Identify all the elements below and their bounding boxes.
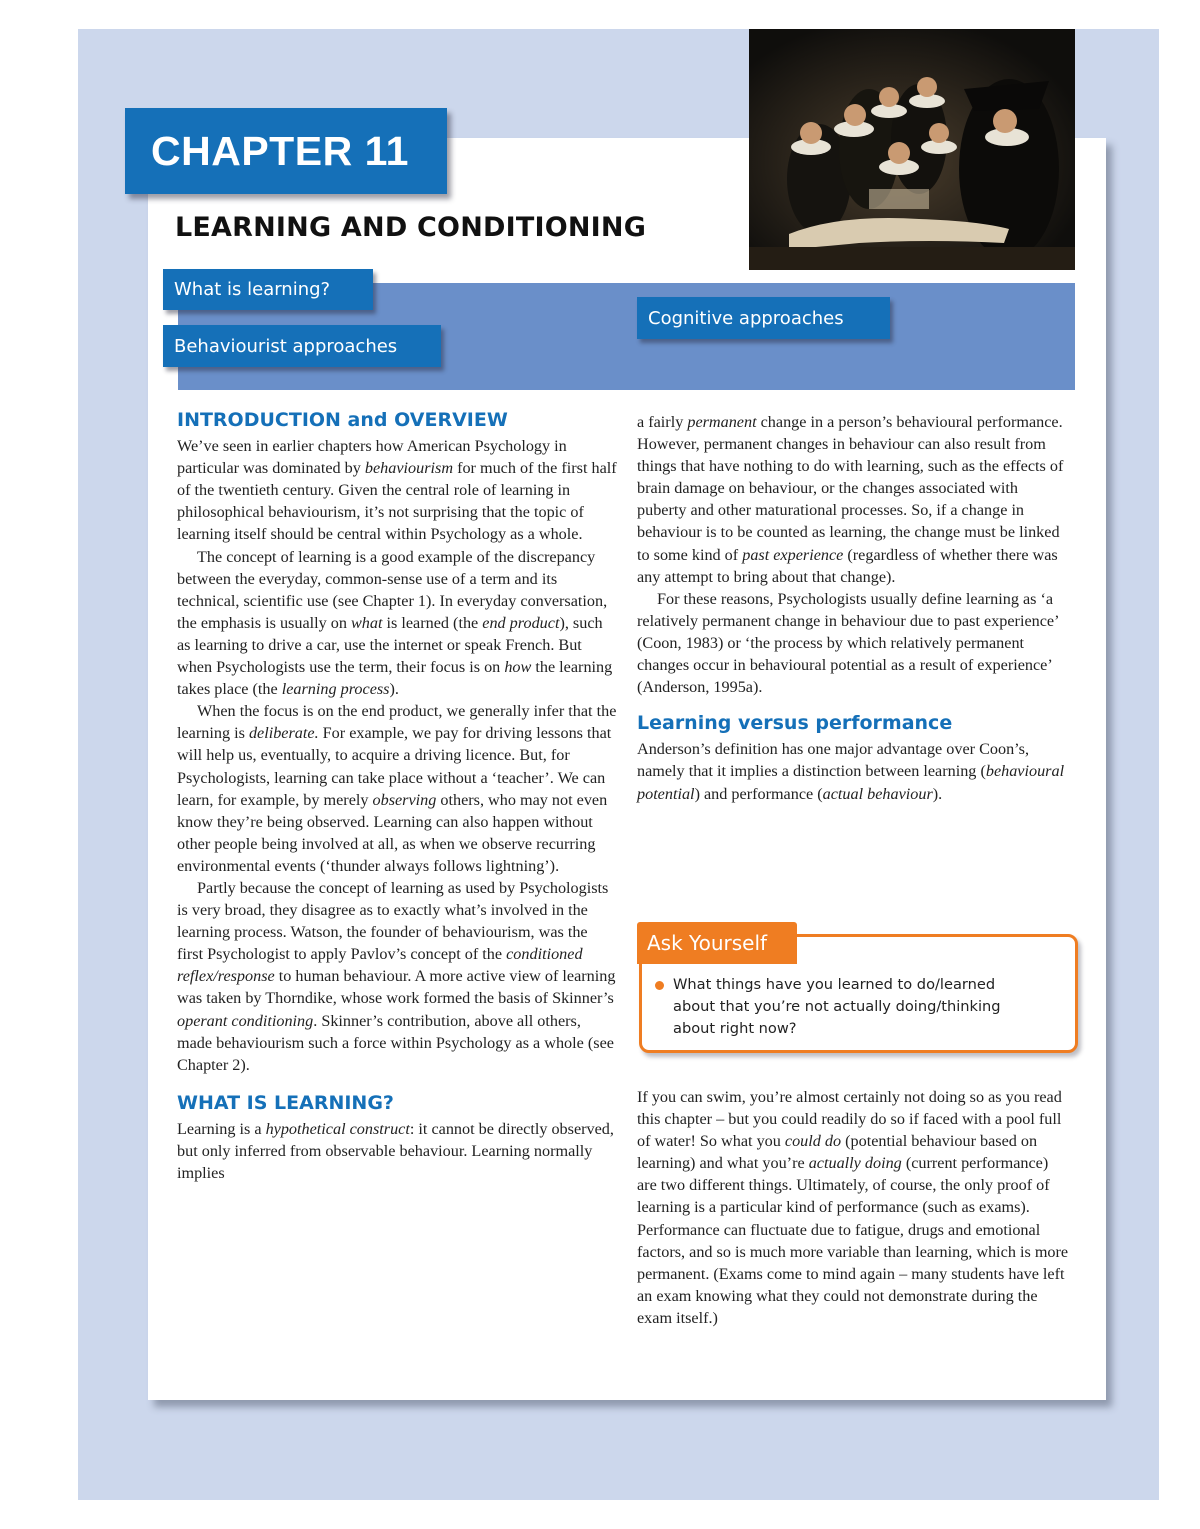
- tab-label: Behaviourist approaches: [174, 335, 398, 357]
- ask-yourself-title: Ask Yourself: [637, 922, 797, 964]
- intro-paragraph-4: Partly because the concept of learning as used by Psychologists is very broad, they disagree as to exactly what’s involved in the learning process. Watson, the founder of behaviourism, was the first Psychologist to apply Pavlov’s concept of the conditioned reflex/response to human behaviour. A more active view of learning was taken by Thorndike, whose work formed the basis of Skinner’s operant conditioning. Skinner’s contribution, above all others, made behaviourism such a force within Psychology as a whole (see Chapter 2).: [177, 878, 616, 1074]
- right-paragraph-3: Anderson’s definition has one major advantage over Coon’s, namely that it implies a distinction between learning (behavioural potential) and performance (actual behaviour).: [637, 740, 1065, 803]
- what-is-learning-heading: WHAT IS LEARNING?: [177, 1091, 394, 1114]
- intro-heading: INTRODUCTION and OVERVIEW: [177, 409, 508, 431]
- right-paragraph-4: If you can swim, you’re almost certainly not doing so as you read this chapter – but you could readily do so if faced with a pool full of water! So what you could do (potential behaviour based on learning) and what you’re actually doing (current performance) are two different things. Ultimately, of course, the only proof of learning is a particular kind of performance (such as exams). Performance can fluctuate due to fatigue, drugs and emotional factors, and so is much more variable than learning, which is more permanent. (Exams come to mind again – many students have left an exam knowing what they could not demonstrate during the exam itself.): [637, 1088, 1069, 1327]
- bullet-icon: [655, 981, 664, 990]
- ask-yourself-question: What things have you learned to do/learned about that you’re not actually doing/thinking about right now?: [673, 976, 1001, 1037]
- right-column-bottom: [637, 1086, 1069, 1329]
- right-paragraph-1: a fairly permanent change in a person’s behavioural performance. However, permanent changes in behaviour can also result from things that have nothing to do with learning, such as the effects of brain damage on behaviour, or the changes associated with puberty and other maturational processes. So, if a change in behaviour is to be counted as learning, the change must be linked to some kind of past experience (regardless of whether there was any attempt to bring about that change).: [637, 413, 1064, 586]
- chapter-title: LEARNING AND CONDITIONING: [175, 212, 647, 243]
- intro-paragraph-2: The concept of learning is a good example of the discrepancy between the everyday, common-sense use of a term and its technical, scientific use (see Chapter 1). In everyday conversation, the emphasis is usually on what is learned (the end product), such as learning to drive a car, use the internet or speak French. But when Psychologists use the term, their focus is on how the learning takes place (the learning process).: [177, 547, 613, 699]
- learning-vs-performance-heading: Learning versus performance: [637, 712, 953, 735]
- intro-paragraph-3: When the focus is on the end product, we generally infer that the learning is deliberate. For example, we pay for driving lessons that will help us, eventually, to acquire a driving licence. But, for Psychologists, learning can take place without a ‘teacher’. We can learn, for example, by merely observing others, who may not even know they’re being observed. Learning can also happen without other people being involved at all, as when we observe recurring environmental events (‘thunder always follows lightning’).: [177, 702, 617, 875]
- anatomy-lesson-painting: [749, 29, 1075, 270]
- chapter-number: CHAPTER 11: [151, 127, 409, 174]
- tab-what-is-learning[interactable]: [163, 269, 373, 310]
- intro-paragraph-1: We’ve seen in earlier chapters how American Psychology in particular was dominated by behaviourism for much of the first half of the twentieth century. Given the central role of learning in philosophical behaviourism, it’s not surprising that the topic of learning itself should be central within Psychology as a whole.: [177, 437, 617, 544]
- left-column: [177, 409, 617, 1184]
- right-paragraph-2: For these reasons, Psychologists usually define learning as ‘a relatively permanent change in behaviour due to past experience’ (Coon, 1983) or ‘the process by which relatively permanent changes occur in behavioural potential as a result of experience’ (Anderson, 1995a).: [637, 589, 1059, 697]
- what-is-learning-paragraph: Learning is a hypothetical construct: it cannot be directly observed, but only inferred from observable behaviour. Learning normally implies: [177, 1119, 614, 1183]
- tab-label: Cognitive approaches: [648, 307, 844, 329]
- right-column-top: [637, 411, 1069, 805]
- chapter-number-box: [125, 108, 447, 194]
- tab-cognitive-approaches[interactable]: [637, 297, 890, 339]
- tab-behaviourist-approaches[interactable]: [163, 325, 441, 367]
- painting-image: [749, 29, 1075, 270]
- tab-label: What is learning?: [174, 279, 331, 300]
